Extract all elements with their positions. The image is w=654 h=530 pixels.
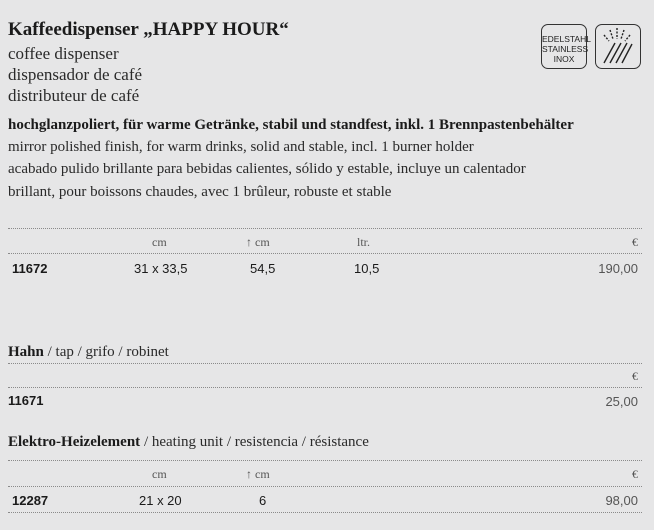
subtitle-fr: distributeur de café xyxy=(8,86,140,105)
header-price: € xyxy=(632,235,638,249)
divider xyxy=(8,486,642,487)
heat-rays-graphic xyxy=(596,25,639,67)
heater-name-de: Elektro-Heizelement xyxy=(8,434,141,450)
dimensions-value: 31 x 33,5 xyxy=(134,261,188,276)
stainless-steel-badge xyxy=(541,24,591,69)
divider xyxy=(8,253,642,254)
divider xyxy=(8,460,642,461)
header-volume: ltr. xyxy=(357,235,371,249)
description-fr: brillant, pour boissons chaudes, avec 1 brûleur, robuste et stable xyxy=(8,184,392,200)
divider xyxy=(8,228,642,229)
up-arrow-icon: ↑ xyxy=(246,235,252,249)
price-value: 98,00 xyxy=(605,493,638,508)
tap-name-de: Hahn xyxy=(8,344,44,360)
subtitle-en: coffee dispenser xyxy=(8,44,119,63)
header-height-unit: cm xyxy=(255,467,270,481)
up-arrow-icon: ↑ xyxy=(246,467,252,481)
product-title: Kaffeedispenser „HAPPY HOUR“ xyxy=(8,19,289,40)
price-value: 25,00 xyxy=(605,394,638,409)
header-height xyxy=(246,467,270,482)
height-value: 54,5 xyxy=(250,261,276,276)
tap-name-translations: / tap / grifo / robinet xyxy=(43,344,169,360)
section-tap-title xyxy=(8,344,169,361)
description-es: acabado pulido brillante para bebidas calientes, sólido y estable, incluye un calentador xyxy=(8,161,526,177)
dimensions-value: 21 x 20 xyxy=(139,493,182,508)
header-price: € xyxy=(632,369,638,383)
header-dimensions: cm xyxy=(152,235,167,249)
header-price: € xyxy=(632,467,638,481)
article-number: 11671 xyxy=(8,393,44,408)
description-en: mirror polished finish, for warm drinks, solid and stable, incl. 1 burner holder xyxy=(8,139,474,155)
divider xyxy=(8,363,642,364)
description-de: hochglanzpoliert, für warme Getränke, stabil und standfest, inkl. 1 Brennpastenbehälter xyxy=(8,117,574,133)
divider xyxy=(8,512,642,513)
header-dimensions: cm xyxy=(152,467,167,481)
height-value: 6 xyxy=(259,493,267,508)
heater-name-translations: / heating unit / resistencia / résistance xyxy=(140,434,369,450)
article-number: 12287 xyxy=(12,493,49,508)
badge-text-fr: INOX xyxy=(553,54,575,64)
heat-rays-icon xyxy=(595,24,641,69)
volume-value: 10,5 xyxy=(354,261,380,276)
subtitle-es: dispensador de café xyxy=(8,65,143,84)
section-heater-title xyxy=(8,434,369,451)
header-height xyxy=(246,235,270,250)
badge-text-en: STAINLESS xyxy=(542,44,589,54)
divider xyxy=(8,387,642,388)
header-height-unit: cm xyxy=(255,235,270,249)
article-number: 11672 xyxy=(12,261,48,276)
badge-text-de: EDELSTAHL xyxy=(542,34,591,44)
price-value: 190,00 xyxy=(598,261,638,276)
